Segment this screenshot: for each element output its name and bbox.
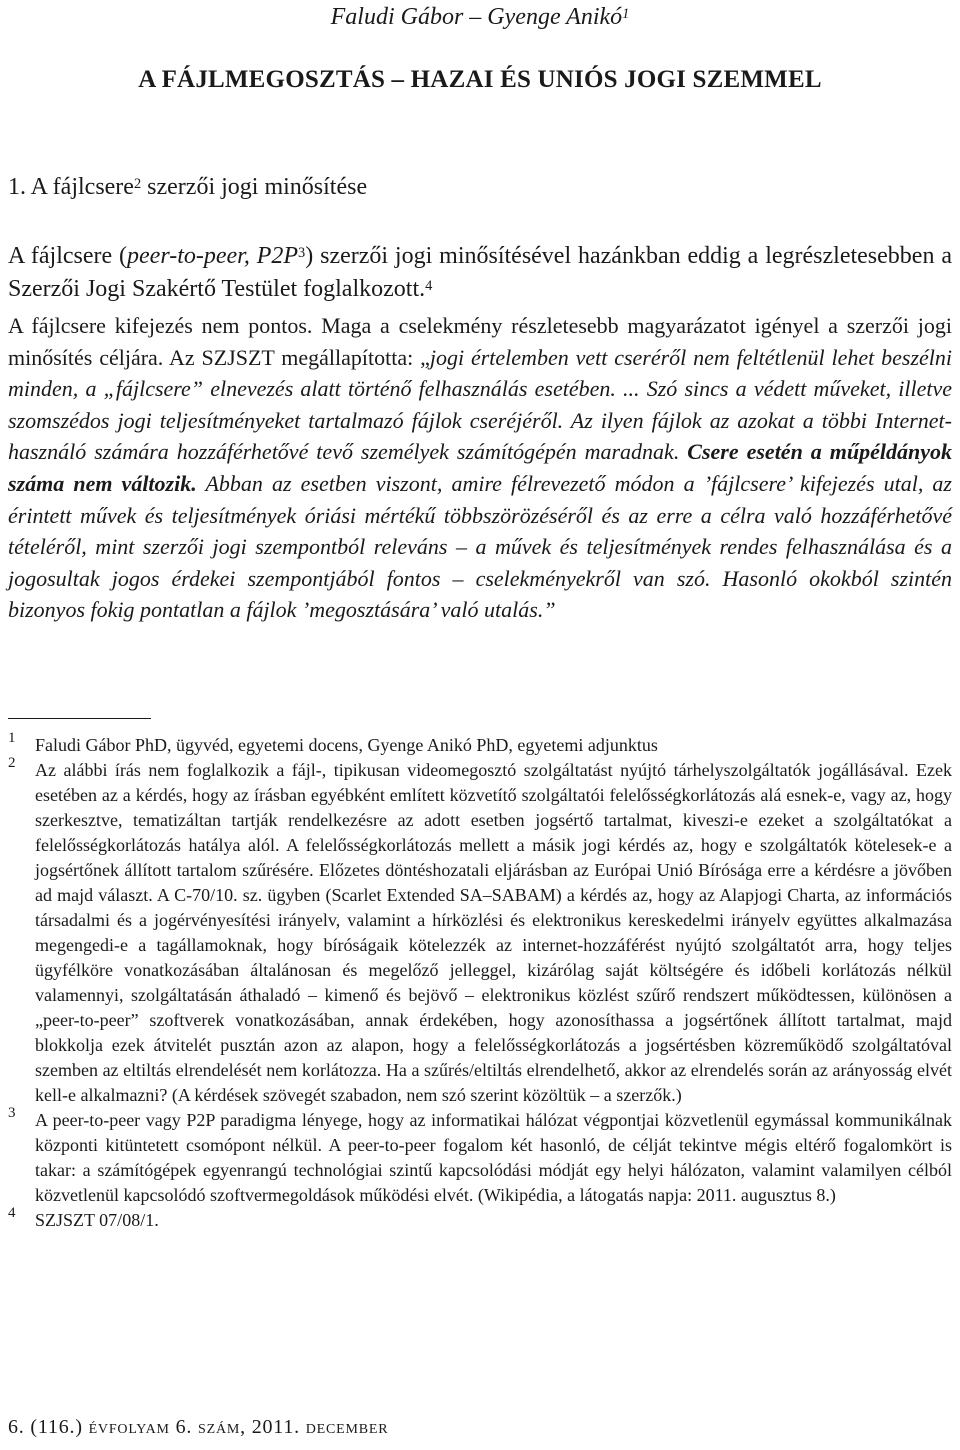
quote-italic-text: jogi értelemben vett cseréről nem feltétlenül lehet beszélni minden, a „fájlcsere” elnevezés alatt történő felhasználás esetében. ... Szó sincs a védett műveket, illetve szomszédos jogi teljesítményeket tartalmazó fájlok cseréjéről. Az ilyen fájlok az azokat a többi Internet-használó számára hozzáférhetővé tevő személyek számítógépén maradnak. xyxy=(8,344,952,465)
footnote-number: 1 xyxy=(8,730,16,746)
footnote-1 xyxy=(8,730,952,758)
footnote-2 xyxy=(8,755,952,1108)
footnote-ref: 3 xyxy=(298,244,306,261)
quote-italic-text: Abban az esetben viszont, amire félrevezető módon a ’fájlcsere’ kifejezés utal, az érintett művek és teljesítmények óriási mértékű többszörözéséről és az erre a célra való hozzáférhetővé tételéről, mint szerzői jogi szempontból releváns – a művek és teljesítmények rendes felhasználása és a jogosultak jogos érdekei szempontjából fontos – cselekményekről van szó. Hasonló okokból szintén bizonyos fokig pontatlan a fájlok ’megosztására’ való utalás.” xyxy=(8,470,952,623)
article-title: A FÁJLMEGOSZTÁS – HAZAI ÉS UNIÓS JOGI SZEMMEL xyxy=(138,66,822,93)
intro-text: A fájlcsere ( xyxy=(8,243,128,269)
intro-text: ) szerzői jogi minősítésével hazánkban eddig a legrészletesebben a Szerzői Jogi Szakértő Testület foglalkozott. xyxy=(8,243,952,302)
intro-term: peer-to-peer, P2P xyxy=(127,243,299,269)
footnotes xyxy=(8,730,952,1233)
quote-lead-text: A fájlcsere kifejezés nem pontos. Maga a cselekmény részletesebb magyarázatot igényel a szerzői jogi minősítés céljára. Az SZJSZT megállapította: „ xyxy=(8,313,952,370)
footnote-text: A peer-to-peer vagy P2P paradigma lényege, hogy az informatikai hálózat végpontjai közvetlenül egymással kommunikálnak központi kitüntetett csomópont nélkül. A peer-to-peer fogalom két hasonló, de célját tekintve mégis eltérő fogalomkört is takar: a számítógépek egyenrangú technológiai szintű kapcsolódási módját egy helyi hálózaton, valamint valamilyen célból közvetlenül kapcsolódó szoftvermegoldások működési elvét. (Wikipédia, a látogatás napja: 2011. augusztus 8.) xyxy=(35,1110,952,1205)
quotation-block xyxy=(8,310,952,626)
footnote-number: 3 xyxy=(8,1105,16,1121)
footnote-4 xyxy=(8,1205,952,1233)
section-heading xyxy=(8,172,367,202)
footnote-number: 4 xyxy=(8,1205,16,1221)
footnote-text: Faludi Gábor PhD, ügyvéd, egyetemi docens, Gyenge Anikó PhD, egyetemi adjunktus xyxy=(35,735,658,755)
footnote-number: 2 xyxy=(8,755,16,771)
footnote-ref: 1 xyxy=(622,5,630,22)
footnote-ref: 2 xyxy=(133,175,142,192)
intro-paragraph xyxy=(8,240,952,306)
section-heading-part: 1. A fájlcsere xyxy=(8,174,134,200)
page-footer: 6. (116.) évfolyam 6. szám, 2011. december xyxy=(8,1416,389,1438)
footnote-text: SZJSZT 07/08/1. xyxy=(35,1210,159,1230)
section-heading-part: szerzői jogi minősítése xyxy=(141,174,368,200)
authors: Faludi Gábor – Gyenge Anikó xyxy=(330,4,623,30)
quote-emphasis-text: Csere esetén a műpéldányok száma nem változik. xyxy=(8,439,952,496)
footnote-ref: 4 xyxy=(425,277,433,294)
footnote-text: Az alábbi írás nem foglalkozik a fájl-, tipikusan videomegosztó szolgáltatást nyújtó tárhelyszolgáltatók jogállásával. Ezek esetében az a kérdés, hogy az írásban egyébként említett közvetítő szolgáltatói felelősségkorlátozás alá esnek-e, vagy az, hogy szerkesztve, tematizáltan tartják rendelkezésre az adott esetben jogsértő tartalmat, kiveszi-e ezeket a szolgáltatókat a felelősségkorlátozás hatálya alól. A felelősségkorlátozás mellett a másik jogi kérdés az, hogy e szolgáltatók kötelesek-e a jogsértőnek állított tartalom szűrésére. Előzetes döntéshozatali eljárásban az Európai Unió Bírósága erre a kérdésre a jövőben ad majd választ. A C-70/10. sz. ügyben (Scarlet Extended SA–SABAM) a kérdés az, hogy az Alapjogi Charta, az információs társadalmi és a jogérvényesítési irányelv, valamint a hírközlési és elektronikus kereskedelmi irányelv együttes alkalmazása megengedi-e a tagállamoknak, hogy bíróságaik kötelezzék az internet-hozzáférést nyújtó szolgáltatót arra, hogy teljes ügyfélköre vonatkozásában általánosan és megelőző jelleggel, kizárólag saját költségére és időbeli korlátozás nélkül valamennyi, szolgáltatásán áthaladó – kimenő és bejövő – elektronikus közlést szűrő rendszert működtessen, különösen a „peer-to-peer” szoftverek vonatkozásában, annak érdekében, hogy azonosíthassa a jogsértőnek állított tartalmat, majd blokkolja ezek átvitelét pusztán azon az alapon, hogy a felelősségkorlátozás a jogsértésben közreműködő szolgáltatóval szemben az eltiltás elrendelését nem korlátozza. Ha a szűrés/eltiltás elrendelhető, akkor az elrendelés során az arányosság elvét kell-e alkalmazni? (A kérdések szövegét szabadon, nem szó szerint közöltük – a szerzők.) xyxy=(35,760,952,1105)
footnote-divider xyxy=(8,718,151,719)
author-line xyxy=(0,2,960,32)
footnote-3 xyxy=(8,1105,952,1208)
